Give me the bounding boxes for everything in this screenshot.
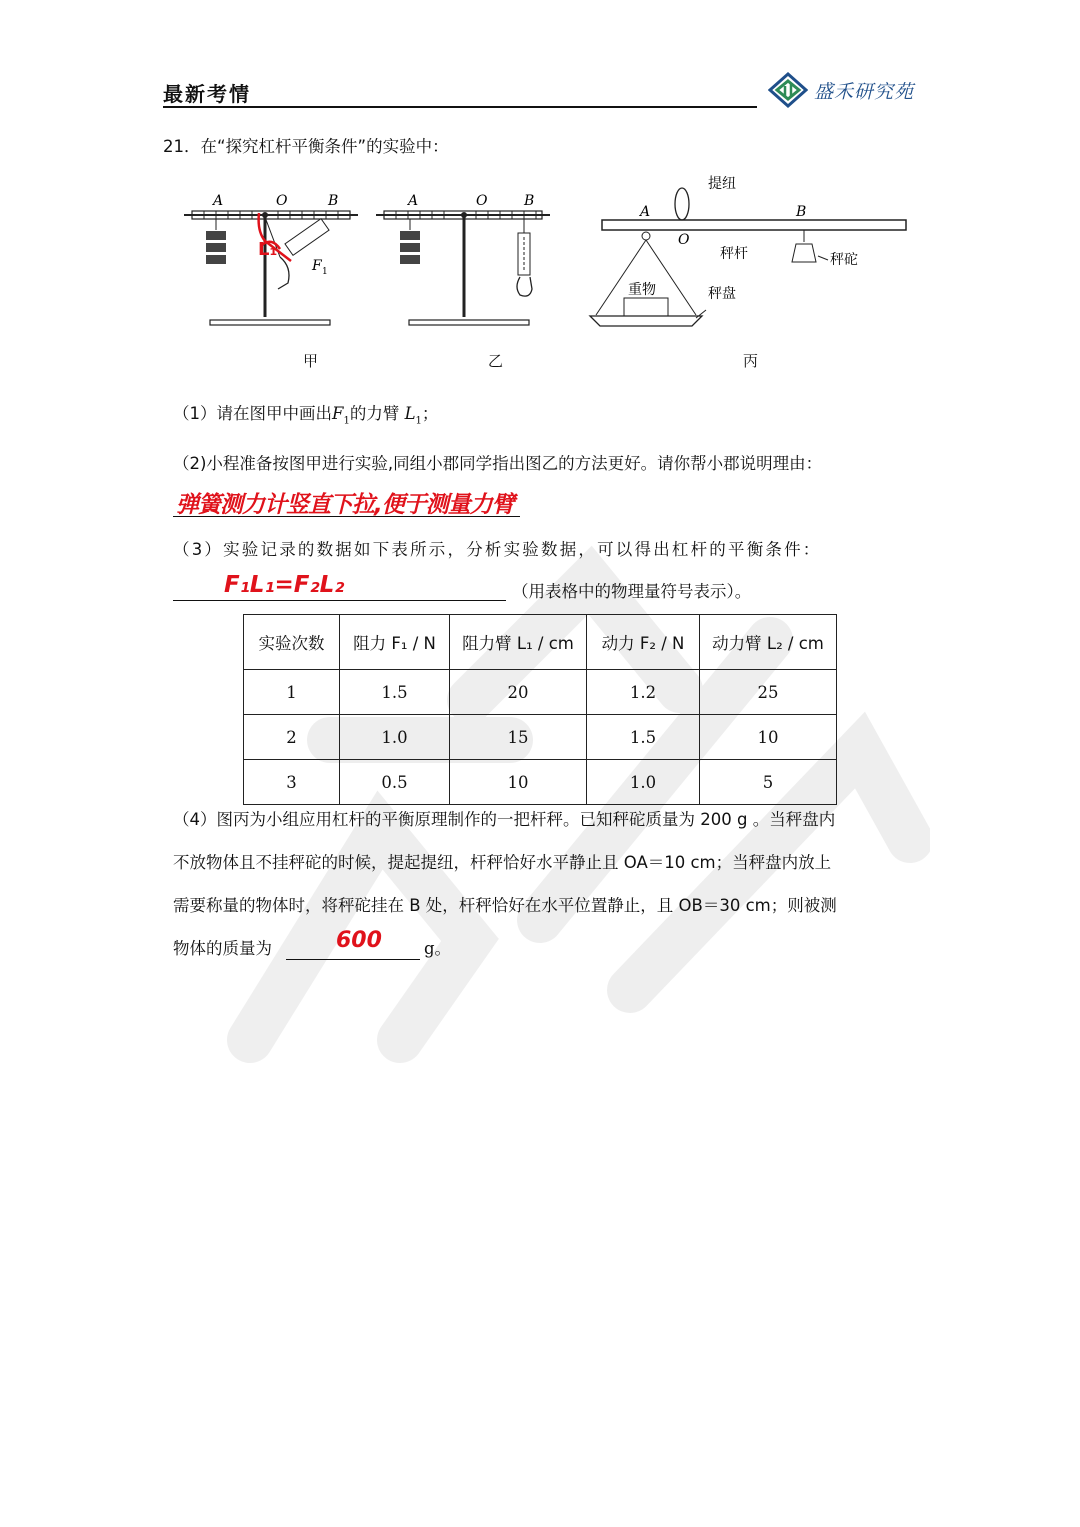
part3-text: （3）实验记录的数据如下表所示，分析实验数据，可以得出杠杆的平衡条件： [173,540,822,559]
caption-yi: 乙 [488,352,504,370]
table-cell: 2 [244,715,340,760]
table-header: 阻力臂 L₁ / cm [450,615,587,670]
table-cell: 1.0 [587,760,700,805]
table-cell: 10 [700,715,837,760]
label-b: B [328,193,339,209]
table-cell: 1.2 [587,670,700,715]
table-header: 阻力 F₁ / N [340,615,450,670]
label-cheng-pan: 秤盘 [708,286,736,302]
label-ti-niu: 提纽 [708,176,736,192]
label-a: A [213,193,224,209]
part4-answer: 600 [336,928,382,953]
label-a: A [640,204,651,220]
header-rule [163,106,757,108]
part4-blank [286,959,420,960]
table-cell: 1 [244,670,340,715]
label-f-sub: 1 [322,267,328,277]
part3-answer: F₁L₁=F₂L₂ [224,572,345,598]
table-header: 动力臂 L₂ / cm [700,615,837,670]
label-cheng-gan: 秤杆 [720,246,748,262]
label-o: O [678,232,690,248]
part4-line1: （4）图丙为小组应用杠杆的平衡原理制作的一把杆秤。已知秤砣质量为 200 g 。当秤盘内 [173,810,836,829]
part3-suffix: （用表格中的物理量符号表示）。 [512,582,752,601]
table-cell: 1.0 [340,715,450,760]
table-cell: 15 [450,715,587,760]
label-o: O [276,193,288,209]
logo-text: 盛禾研究苑 [814,80,915,103]
caption-jia: 甲 [303,352,319,370]
data-table [243,614,837,805]
part4-line3: 需要称量的物体时，将秤砣挂在 B 处，杆秤恰好在水平位置静止，且 OB＝30 cm；则被测 [173,896,837,915]
part4-line4-suffix: g。 [424,939,452,958]
table-header: 动力 F₂ / N [587,615,700,670]
table-cell: 20 [450,670,587,715]
question-title: 21．在“探究杠杆平衡条件”的实验中： [163,137,449,156]
label-a: A [408,193,419,209]
handwritten-l1: L₁ [258,239,278,260]
caption-bing: 丙 [743,352,759,370]
label-cheng-tuo: 秤砣 [830,252,858,268]
table-cell: 1.5 [587,715,700,760]
label-f: F [312,258,322,274]
logo [768,72,914,108]
table-row [244,760,837,805]
table-header-row [244,615,837,670]
label-zhong-wu: 重物 [628,282,656,298]
table-cell: 3 [244,760,340,805]
part3-blank [173,600,506,601]
part2-answer: 弹簧测力计竖直下拉,便于测量力臂 [176,492,514,518]
table-cell: 25 [700,670,837,715]
header-title: 最新考情 [163,82,251,106]
part1-text: （1）请在图甲中画出$F_1$的力臂 $L_1$； [173,404,439,427]
label-b: B [796,204,807,220]
figure-yi [372,185,557,335]
figure-bing [582,170,912,335]
part4-line4-prefix: 物体的质量为 [173,939,272,958]
logo-icon [768,72,808,108]
part2-text: （2)小程准备按图甲进行实验,同组小郡同学指出图乙的方法更好。请你帮小郡说明理由： [173,454,823,473]
table-cell: 0.5 [340,760,450,805]
table-cell: 1.5 [340,670,450,715]
table-row [244,715,837,760]
table-header: 实验次数 [244,615,340,670]
part4-line2: 不放物体且不挂秤砣的时候，提起提纽，杆秤恰好水平静止且 OA＝10 cm；当秤盘内放上 [173,853,832,872]
label-b: B [524,193,535,209]
label-o: O [476,193,488,209]
table-cell: 10 [450,760,587,805]
table-cell: 5 [700,760,837,805]
figure-jia [180,185,365,335]
table-row [244,670,837,715]
